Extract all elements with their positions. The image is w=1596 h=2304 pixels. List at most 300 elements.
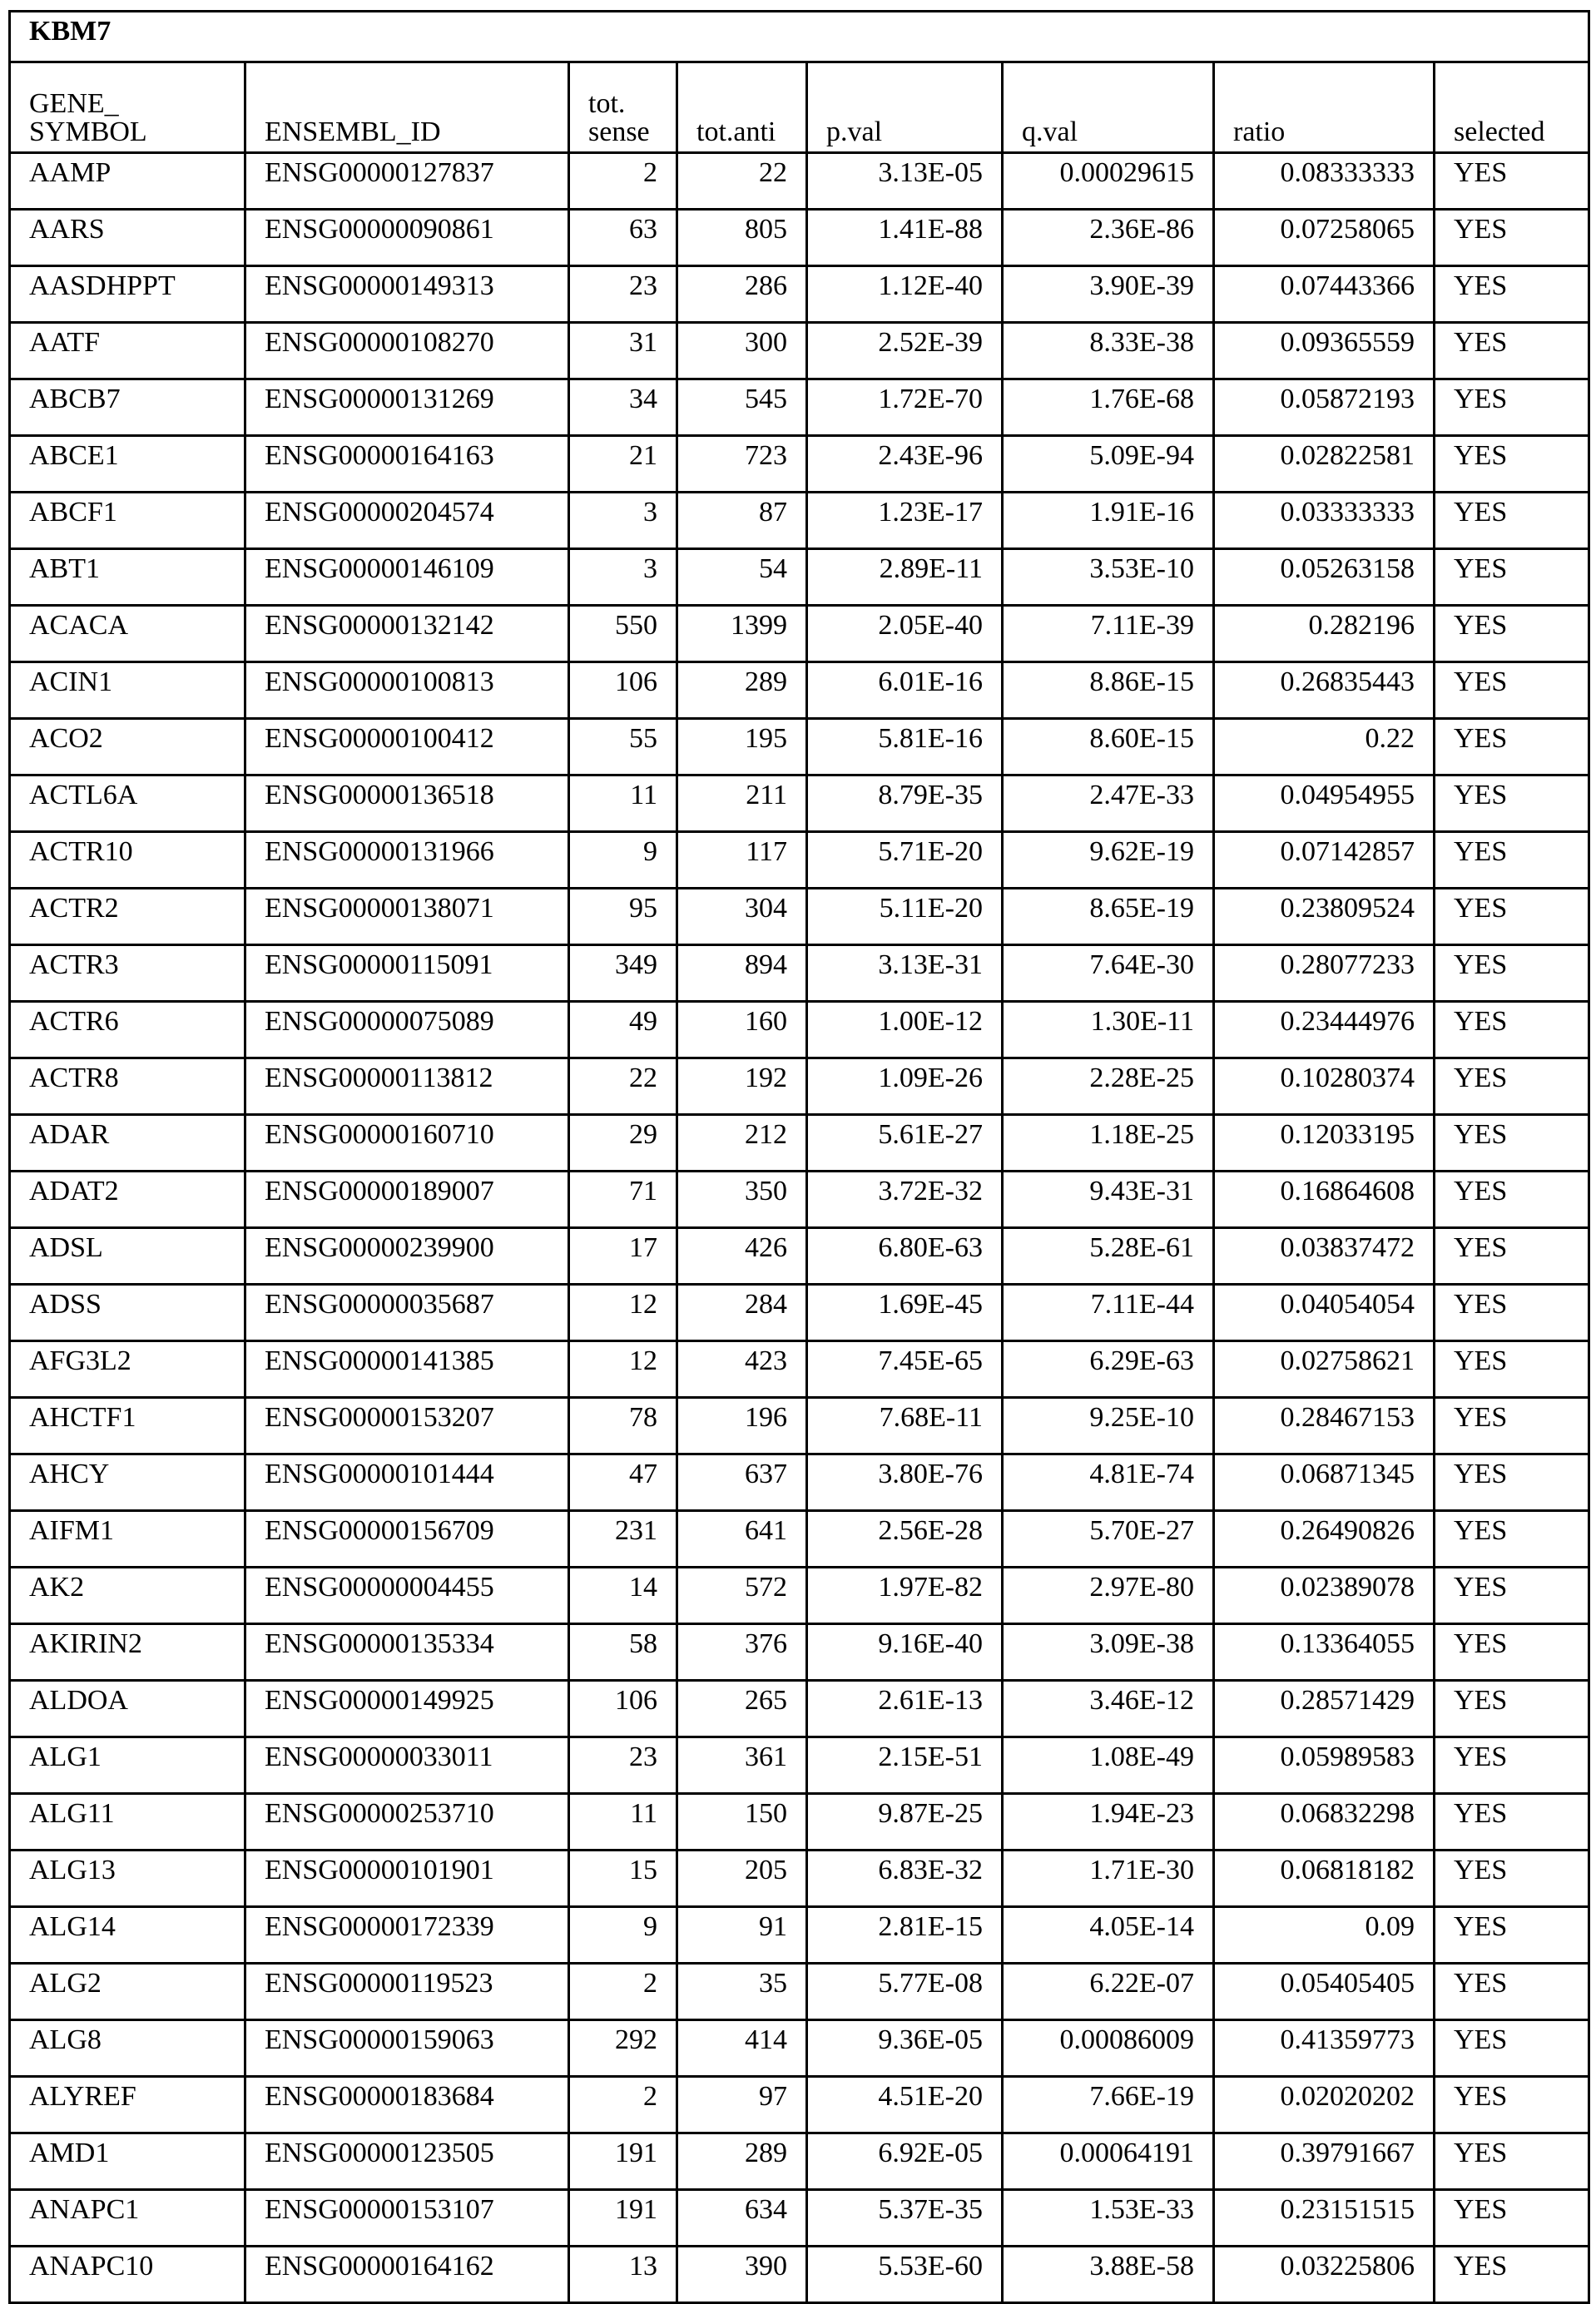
gene-symbol-cell: ACTR8 xyxy=(10,1058,245,1115)
p-val-cell: 5.11E-20 xyxy=(807,889,1003,945)
ratio-cell: 0.03333333 xyxy=(1214,493,1435,549)
tot-sense-cell: 13 xyxy=(569,2247,677,2303)
column-header-ensembl-id: ENSEMBL_ID xyxy=(245,62,569,153)
ensembl-id-cell: ENSG00000160710 xyxy=(245,1115,569,1172)
table-row xyxy=(10,719,1589,775)
ratio-cell: 0.26835443 xyxy=(1214,662,1435,719)
tot-anti-cell: 22 xyxy=(677,153,807,210)
p-val-cell: 9.16E-40 xyxy=(807,1624,1003,1681)
tot-anti-cell: 423 xyxy=(677,1341,807,1398)
ensembl-id-cell: ENSG00000153207 xyxy=(245,1398,569,1454)
ensembl-id-cell: ENSG00000164162 xyxy=(245,2247,569,2303)
tot-sense-cell: 191 xyxy=(569,2133,677,2190)
tot-anti-cell: 545 xyxy=(677,379,807,436)
tot-anti-cell: 54 xyxy=(677,549,807,606)
tot-sense-cell: 3 xyxy=(569,493,677,549)
selected-cell: YES xyxy=(1435,2190,1589,2247)
tot-sense-cell: 231 xyxy=(569,1511,677,1568)
ratio-cell: 0.07443366 xyxy=(1214,266,1435,323)
p-val-cell: 3.13E-31 xyxy=(807,945,1003,1002)
gene-symbol-cell: AHCTF1 xyxy=(10,1398,245,1454)
ensembl-id-cell: ENSG00000136518 xyxy=(245,775,569,832)
q-val-cell: 8.65E-19 xyxy=(1003,889,1214,945)
selected-cell: YES xyxy=(1435,1964,1589,2020)
table-row xyxy=(10,606,1589,662)
q-val-cell: 4.05E-14 xyxy=(1003,1907,1214,1964)
tot-sense-cell: 29 xyxy=(569,1115,677,1172)
ensembl-id-cell: ENSG00000127837 xyxy=(245,153,569,210)
selected-cell: YES xyxy=(1435,775,1589,832)
gene-symbol-cell: AKIRIN2 xyxy=(10,1624,245,1681)
gene-symbol-cell: ALG11 xyxy=(10,1794,245,1851)
ensembl-id-cell: ENSG00000138071 xyxy=(245,889,569,945)
selected-cell: YES xyxy=(1435,1851,1589,1907)
ensembl-id-cell: ENSG00000090861 xyxy=(245,210,569,266)
ensembl-id-cell: ENSG00000101444 xyxy=(245,1454,569,1511)
ensembl-id-cell: ENSG00000035687 xyxy=(245,1285,569,1341)
q-val-cell: 3.09E-38 xyxy=(1003,1624,1214,1681)
table-row xyxy=(10,1454,1589,1511)
selected-cell: YES xyxy=(1435,1624,1589,1681)
tot-anti-cell: 572 xyxy=(677,1568,807,1624)
ratio-cell: 0.05405405 xyxy=(1214,1964,1435,2020)
tot-sense-cell: 22 xyxy=(569,1058,677,1115)
ensembl-id-cell: ENSG00000108270 xyxy=(245,323,569,379)
q-val-cell: 9.25E-10 xyxy=(1003,1398,1214,1454)
tot-anti-cell: 35 xyxy=(677,1964,807,2020)
ratio-cell: 0.23151515 xyxy=(1214,2190,1435,2247)
p-val-cell: 5.81E-16 xyxy=(807,719,1003,775)
p-val-cell: 6.80E-63 xyxy=(807,1228,1003,1285)
gene-symbol-cell: ABCF1 xyxy=(10,493,245,549)
q-val-cell: 1.18E-25 xyxy=(1003,1115,1214,1172)
p-val-cell: 3.13E-05 xyxy=(807,153,1003,210)
tot-sense-cell: 55 xyxy=(569,719,677,775)
q-val-cell: 5.09E-94 xyxy=(1003,436,1214,493)
q-val-cell: 0.00086009 xyxy=(1003,2020,1214,2077)
tot-anti-cell: 304 xyxy=(677,889,807,945)
gene-symbol-cell: AIFM1 xyxy=(10,1511,245,1568)
ratio-cell: 0.282196 xyxy=(1214,606,1435,662)
p-val-cell: 1.41E-88 xyxy=(807,210,1003,266)
ratio-cell: 0.39791667 xyxy=(1214,2133,1435,2190)
table-row xyxy=(10,323,1589,379)
ratio-cell: 0.26490826 xyxy=(1214,1511,1435,1568)
tot-sense-cell: 21 xyxy=(569,436,677,493)
gene-symbol-cell: AMD1 xyxy=(10,2133,245,2190)
p-val-cell: 2.43E-96 xyxy=(807,436,1003,493)
ensembl-id-cell: ENSG00000100813 xyxy=(245,662,569,719)
gene-symbol-cell: ADSL xyxy=(10,1228,245,1285)
table-body xyxy=(10,153,1589,2303)
tot-anti-cell: 300 xyxy=(677,323,807,379)
tot-anti-cell: 284 xyxy=(677,1285,807,1341)
q-val-cell: 3.90E-39 xyxy=(1003,266,1214,323)
tot-anti-cell: 91 xyxy=(677,1907,807,1964)
selected-cell: YES xyxy=(1435,889,1589,945)
selected-cell: YES xyxy=(1435,2247,1589,2303)
q-val-cell: 1.08E-49 xyxy=(1003,1737,1214,1794)
tot-sense-cell: 31 xyxy=(569,323,677,379)
q-val-cell: 1.53E-33 xyxy=(1003,2190,1214,2247)
selected-cell: YES xyxy=(1435,1794,1589,1851)
q-val-cell: 2.47E-33 xyxy=(1003,775,1214,832)
q-val-cell: 0.00029615 xyxy=(1003,153,1214,210)
table-row xyxy=(10,2020,1589,2077)
column-header-q-val: q.val xyxy=(1003,62,1214,153)
table-row xyxy=(10,662,1589,719)
p-val-cell: 7.45E-65 xyxy=(807,1341,1003,1398)
p-val-cell: 2.81E-15 xyxy=(807,1907,1003,1964)
table-row xyxy=(10,2247,1589,2303)
ensembl-id-cell: ENSG00000164163 xyxy=(245,436,569,493)
tot-anti-cell: 1399 xyxy=(677,606,807,662)
ratio-cell: 0.13364055 xyxy=(1214,1624,1435,1681)
table-row xyxy=(10,1172,1589,1228)
gene-symbol-cell: ABCB7 xyxy=(10,379,245,436)
tot-anti-cell: 634 xyxy=(677,2190,807,2247)
tot-anti-cell: 641 xyxy=(677,1511,807,1568)
header-line: SYMBOL xyxy=(29,116,147,147)
tot-sense-cell: 49 xyxy=(569,1002,677,1058)
q-val-cell: 7.11E-44 xyxy=(1003,1285,1214,1341)
p-val-cell: 3.80E-76 xyxy=(807,1454,1003,1511)
ratio-cell: 0.41359773 xyxy=(1214,2020,1435,2077)
gene-symbol-cell: ACTR3 xyxy=(10,945,245,1002)
ratio-cell: 0.23444976 xyxy=(1214,1002,1435,1058)
selected-cell: YES xyxy=(1435,323,1589,379)
ratio-cell: 0.28077233 xyxy=(1214,945,1435,1002)
ratio-cell: 0.08333333 xyxy=(1214,153,1435,210)
q-val-cell: 3.53E-10 xyxy=(1003,549,1214,606)
tot-sense-cell: 3 xyxy=(569,549,677,606)
tot-anti-cell: 87 xyxy=(677,493,807,549)
selected-cell: YES xyxy=(1435,1907,1589,1964)
q-val-cell: 6.22E-07 xyxy=(1003,1964,1214,2020)
table-row xyxy=(10,1285,1589,1341)
gene-symbol-cell: AASDHPPT xyxy=(10,266,245,323)
header-line: tot. xyxy=(588,88,626,119)
tot-sense-cell: 63 xyxy=(569,210,677,266)
ensembl-id-cell: ENSG00000033011 xyxy=(245,1737,569,1794)
gene-symbol-cell: AAMP xyxy=(10,153,245,210)
q-val-cell: 5.70E-27 xyxy=(1003,1511,1214,1568)
selected-cell: YES xyxy=(1435,1681,1589,1737)
tot-anti-cell: 117 xyxy=(677,832,807,889)
p-val-cell: 5.77E-08 xyxy=(807,1964,1003,2020)
ensembl-id-cell: ENSG00000004455 xyxy=(245,1568,569,1624)
table-row xyxy=(10,436,1589,493)
gene-symbol-cell: ACACA xyxy=(10,606,245,662)
ensembl-id-cell: ENSG00000149925 xyxy=(245,1681,569,1737)
ratio-cell: 0.16864608 xyxy=(1214,1172,1435,1228)
p-val-cell: 5.53E-60 xyxy=(807,2247,1003,2303)
tot-anti-cell: 390 xyxy=(677,2247,807,2303)
selected-cell: YES xyxy=(1435,266,1589,323)
p-val-cell: 8.79E-35 xyxy=(807,775,1003,832)
q-val-cell: 4.81E-74 xyxy=(1003,1454,1214,1511)
ensembl-id-cell: ENSG00000123505 xyxy=(245,2133,569,2190)
ratio-cell: 0.02822581 xyxy=(1214,436,1435,493)
table-row xyxy=(10,1964,1589,2020)
p-val-cell: 5.71E-20 xyxy=(807,832,1003,889)
p-val-cell: 2.56E-28 xyxy=(807,1511,1003,1568)
tot-anti-cell: 805 xyxy=(677,210,807,266)
tot-anti-cell: 195 xyxy=(677,719,807,775)
selected-cell: YES xyxy=(1435,153,1589,210)
tot-sense-cell: 17 xyxy=(569,1228,677,1285)
tot-sense-cell: 58 xyxy=(569,1624,677,1681)
ensembl-id-cell: ENSG00000149313 xyxy=(245,266,569,323)
q-val-cell: 2.36E-86 xyxy=(1003,210,1214,266)
gene-symbol-cell: ALYREF xyxy=(10,2077,245,2133)
p-val-cell: 1.12E-40 xyxy=(807,266,1003,323)
q-val-cell: 9.43E-31 xyxy=(1003,1172,1214,1228)
ensembl-id-cell: ENSG00000141385 xyxy=(245,1341,569,1398)
q-val-cell: 0.00064191 xyxy=(1003,2133,1214,2190)
table-header-row xyxy=(10,62,1589,153)
tot-sense-cell: 9 xyxy=(569,832,677,889)
tot-sense-cell: 349 xyxy=(569,945,677,1002)
tot-anti-cell: 150 xyxy=(677,1794,807,1851)
selected-cell: YES xyxy=(1435,1115,1589,1172)
tot-anti-cell: 192 xyxy=(677,1058,807,1115)
p-val-cell: 2.15E-51 xyxy=(807,1737,1003,1794)
header-line: sense xyxy=(588,116,650,147)
q-val-cell: 1.30E-11 xyxy=(1003,1002,1214,1058)
ensembl-id-cell: ENSG00000253710 xyxy=(245,1794,569,1851)
tot-anti-cell: 289 xyxy=(677,2133,807,2190)
ensembl-id-cell: ENSG00000156709 xyxy=(245,1511,569,1568)
p-val-cell: 4.51E-20 xyxy=(807,2077,1003,2133)
table-row xyxy=(10,1511,1589,1568)
ensembl-id-cell: ENSG00000132142 xyxy=(245,606,569,662)
selected-cell: YES xyxy=(1435,606,1589,662)
ratio-cell: 0.03837472 xyxy=(1214,1228,1435,1285)
gene-symbol-cell: ALDOA xyxy=(10,1681,245,1737)
table-row xyxy=(10,153,1589,210)
selected-cell: YES xyxy=(1435,1568,1589,1624)
tot-anti-cell: 289 xyxy=(677,662,807,719)
tot-sense-cell: 106 xyxy=(569,1681,677,1737)
ratio-cell: 0.06818182 xyxy=(1214,1851,1435,1907)
table-row xyxy=(10,2190,1589,2247)
tot-sense-cell: 14 xyxy=(569,1568,677,1624)
table-row xyxy=(10,2077,1589,2133)
ratio-cell: 0.22 xyxy=(1214,719,1435,775)
q-val-cell: 2.97E-80 xyxy=(1003,1568,1214,1624)
table-row xyxy=(10,210,1589,266)
selected-cell: YES xyxy=(1435,2133,1589,2190)
gene-symbol-cell: ALG13 xyxy=(10,1851,245,1907)
gene-symbol-cell: ADSS xyxy=(10,1285,245,1341)
ensembl-id-cell: ENSG00000204574 xyxy=(245,493,569,549)
gene-symbol-cell: ALG14 xyxy=(10,1907,245,1964)
tot-anti-cell: 196 xyxy=(677,1398,807,1454)
tot-sense-cell: 106 xyxy=(569,662,677,719)
table-row xyxy=(10,1398,1589,1454)
gene-symbol-cell: AHCY xyxy=(10,1454,245,1511)
tot-anti-cell: 723 xyxy=(677,436,807,493)
column-header-tot-sense xyxy=(569,62,677,153)
gene-symbol-cell: ANAPC10 xyxy=(10,2247,245,2303)
ensembl-id-cell: ENSG00000159063 xyxy=(245,2020,569,2077)
tot-anti-cell: 361 xyxy=(677,1737,807,1794)
tot-anti-cell: 211 xyxy=(677,775,807,832)
gene-symbol-cell: ACIN1 xyxy=(10,662,245,719)
table-row xyxy=(10,549,1589,606)
selected-cell: YES xyxy=(1435,1058,1589,1115)
table-row xyxy=(10,1002,1589,1058)
table-row xyxy=(10,889,1589,945)
table-row xyxy=(10,1851,1589,1907)
p-val-cell: 1.72E-70 xyxy=(807,379,1003,436)
selected-cell: YES xyxy=(1435,1228,1589,1285)
q-val-cell: 1.94E-23 xyxy=(1003,1794,1214,1851)
q-val-cell: 9.62E-19 xyxy=(1003,832,1214,889)
gene-symbol-cell: ALG2 xyxy=(10,1964,245,2020)
selected-cell: YES xyxy=(1435,210,1589,266)
table-row xyxy=(10,1794,1589,1851)
tot-anti-cell: 894 xyxy=(677,945,807,1002)
p-val-cell: 6.92E-05 xyxy=(807,2133,1003,2190)
gene-symbol-cell: ACO2 xyxy=(10,719,245,775)
tot-sense-cell: 15 xyxy=(569,1851,677,1907)
column-header-selected: selected xyxy=(1435,62,1589,153)
gene-symbol-cell: ACTR2 xyxy=(10,889,245,945)
gene-symbol-cell: AATF xyxy=(10,323,245,379)
q-val-cell: 1.91E-16 xyxy=(1003,493,1214,549)
q-val-cell: 7.64E-30 xyxy=(1003,945,1214,1002)
tot-anti-cell: 350 xyxy=(677,1172,807,1228)
tot-sense-cell: 191 xyxy=(569,2190,677,2247)
gene-symbol-cell: ACTR6 xyxy=(10,1002,245,1058)
p-val-cell: 3.72E-32 xyxy=(807,1172,1003,1228)
ratio-cell: 0.04954955 xyxy=(1214,775,1435,832)
q-val-cell: 7.11E-39 xyxy=(1003,606,1214,662)
ratio-cell: 0.28571429 xyxy=(1214,1681,1435,1737)
selected-cell: YES xyxy=(1435,1285,1589,1341)
selected-cell: YES xyxy=(1435,1002,1589,1058)
table-row xyxy=(10,1907,1589,1964)
ensembl-id-cell: ENSG00000100412 xyxy=(245,719,569,775)
q-val-cell: 3.46E-12 xyxy=(1003,1681,1214,1737)
table-title: KBM7 xyxy=(10,12,1589,62)
p-val-cell: 2.89E-11 xyxy=(807,549,1003,606)
q-val-cell: 8.60E-15 xyxy=(1003,719,1214,775)
selected-cell: YES xyxy=(1435,832,1589,889)
q-val-cell: 3.88E-58 xyxy=(1003,2247,1214,2303)
selected-cell: YES xyxy=(1435,379,1589,436)
p-val-cell: 6.83E-32 xyxy=(807,1851,1003,1907)
table-row xyxy=(10,775,1589,832)
ratio-cell: 0.05872193 xyxy=(1214,379,1435,436)
column-header-ratio: ratio xyxy=(1214,62,1435,153)
tot-anti-cell: 212 xyxy=(677,1115,807,1172)
selected-cell: YES xyxy=(1435,1511,1589,1568)
q-val-cell: 7.66E-19 xyxy=(1003,2077,1214,2133)
column-header-tot-anti: tot.anti xyxy=(677,62,807,153)
q-val-cell: 8.86E-15 xyxy=(1003,662,1214,719)
p-val-cell: 9.87E-25 xyxy=(807,1794,1003,1851)
gene-symbol-cell: ALG8 xyxy=(10,2020,245,2077)
ratio-cell: 0.03225806 xyxy=(1214,2247,1435,2303)
ratio-cell: 0.12033195 xyxy=(1214,1115,1435,1172)
gene-symbol-cell: ABT1 xyxy=(10,549,245,606)
ratio-cell: 0.07142857 xyxy=(1214,832,1435,889)
selected-cell: YES xyxy=(1435,1737,1589,1794)
table-row xyxy=(10,1624,1589,1681)
ratio-cell: 0.23809524 xyxy=(1214,889,1435,945)
table-row xyxy=(10,1228,1589,1285)
ensembl-id-cell: ENSG00000131269 xyxy=(245,379,569,436)
q-val-cell: 2.28E-25 xyxy=(1003,1058,1214,1115)
q-val-cell: 6.29E-63 xyxy=(1003,1341,1214,1398)
p-val-cell: 9.36E-05 xyxy=(807,2020,1003,2077)
ratio-cell: 0.02020202 xyxy=(1214,2077,1435,2133)
gene-symbol-cell: AK2 xyxy=(10,1568,245,1624)
ensembl-id-cell: ENSG00000183684 xyxy=(245,2077,569,2133)
ratio-cell: 0.07258065 xyxy=(1214,210,1435,266)
selected-cell: YES xyxy=(1435,719,1589,775)
tot-sense-cell: 47 xyxy=(569,1454,677,1511)
tot-anti-cell: 376 xyxy=(677,1624,807,1681)
ratio-cell: 0.02758621 xyxy=(1214,1341,1435,1398)
p-val-cell: 5.61E-27 xyxy=(807,1115,1003,1172)
ensembl-id-cell: ENSG00000113812 xyxy=(245,1058,569,1115)
p-val-cell: 6.01E-16 xyxy=(807,662,1003,719)
selected-cell: YES xyxy=(1435,436,1589,493)
tot-sense-cell: 2 xyxy=(569,1964,677,2020)
ensembl-id-cell: ENSG00000189007 xyxy=(245,1172,569,1228)
tot-anti-cell: 414 xyxy=(677,2020,807,2077)
p-val-cell: 2.61E-13 xyxy=(807,1681,1003,1737)
p-val-cell: 1.69E-45 xyxy=(807,1285,1003,1341)
tot-sense-cell: 292 xyxy=(569,2020,677,2077)
tot-sense-cell: 11 xyxy=(569,775,677,832)
ratio-cell: 0.04054054 xyxy=(1214,1285,1435,1341)
tot-sense-cell: 34 xyxy=(569,379,677,436)
tot-anti-cell: 265 xyxy=(677,1681,807,1737)
ensembl-id-cell: ENSG00000172339 xyxy=(245,1907,569,1964)
p-val-cell: 1.09E-26 xyxy=(807,1058,1003,1115)
p-val-cell: 1.23E-17 xyxy=(807,493,1003,549)
selected-cell: YES xyxy=(1435,549,1589,606)
tot-sense-cell: 2 xyxy=(569,2077,677,2133)
tot-sense-cell: 9 xyxy=(569,1907,677,1964)
q-val-cell: 5.28E-61 xyxy=(1003,1228,1214,1285)
tot-sense-cell: 12 xyxy=(569,1285,677,1341)
p-val-cell: 2.05E-40 xyxy=(807,606,1003,662)
q-val-cell: 1.71E-30 xyxy=(1003,1851,1214,1907)
ratio-cell: 0.28467153 xyxy=(1214,1398,1435,1454)
ensembl-id-cell: ENSG00000075089 xyxy=(245,1002,569,1058)
gene-symbol-cell: AFG3L2 xyxy=(10,1341,245,1398)
table-row xyxy=(10,1681,1589,1737)
tot-anti-cell: 286 xyxy=(677,266,807,323)
gene-symbol-cell: ABCE1 xyxy=(10,436,245,493)
gene-symbol-cell: AARS xyxy=(10,210,245,266)
table-row xyxy=(10,379,1589,436)
header-line: GENE_ xyxy=(29,88,119,119)
selected-cell: YES xyxy=(1435,1398,1589,1454)
ratio-cell: 0.06832298 xyxy=(1214,1794,1435,1851)
q-val-cell: 8.33E-38 xyxy=(1003,323,1214,379)
tot-sense-cell: 12 xyxy=(569,1341,677,1398)
ensembl-id-cell: ENSG00000153107 xyxy=(245,2190,569,2247)
gene-symbol-cell: ALG1 xyxy=(10,1737,245,1794)
ratio-cell: 0.06871345 xyxy=(1214,1454,1435,1511)
